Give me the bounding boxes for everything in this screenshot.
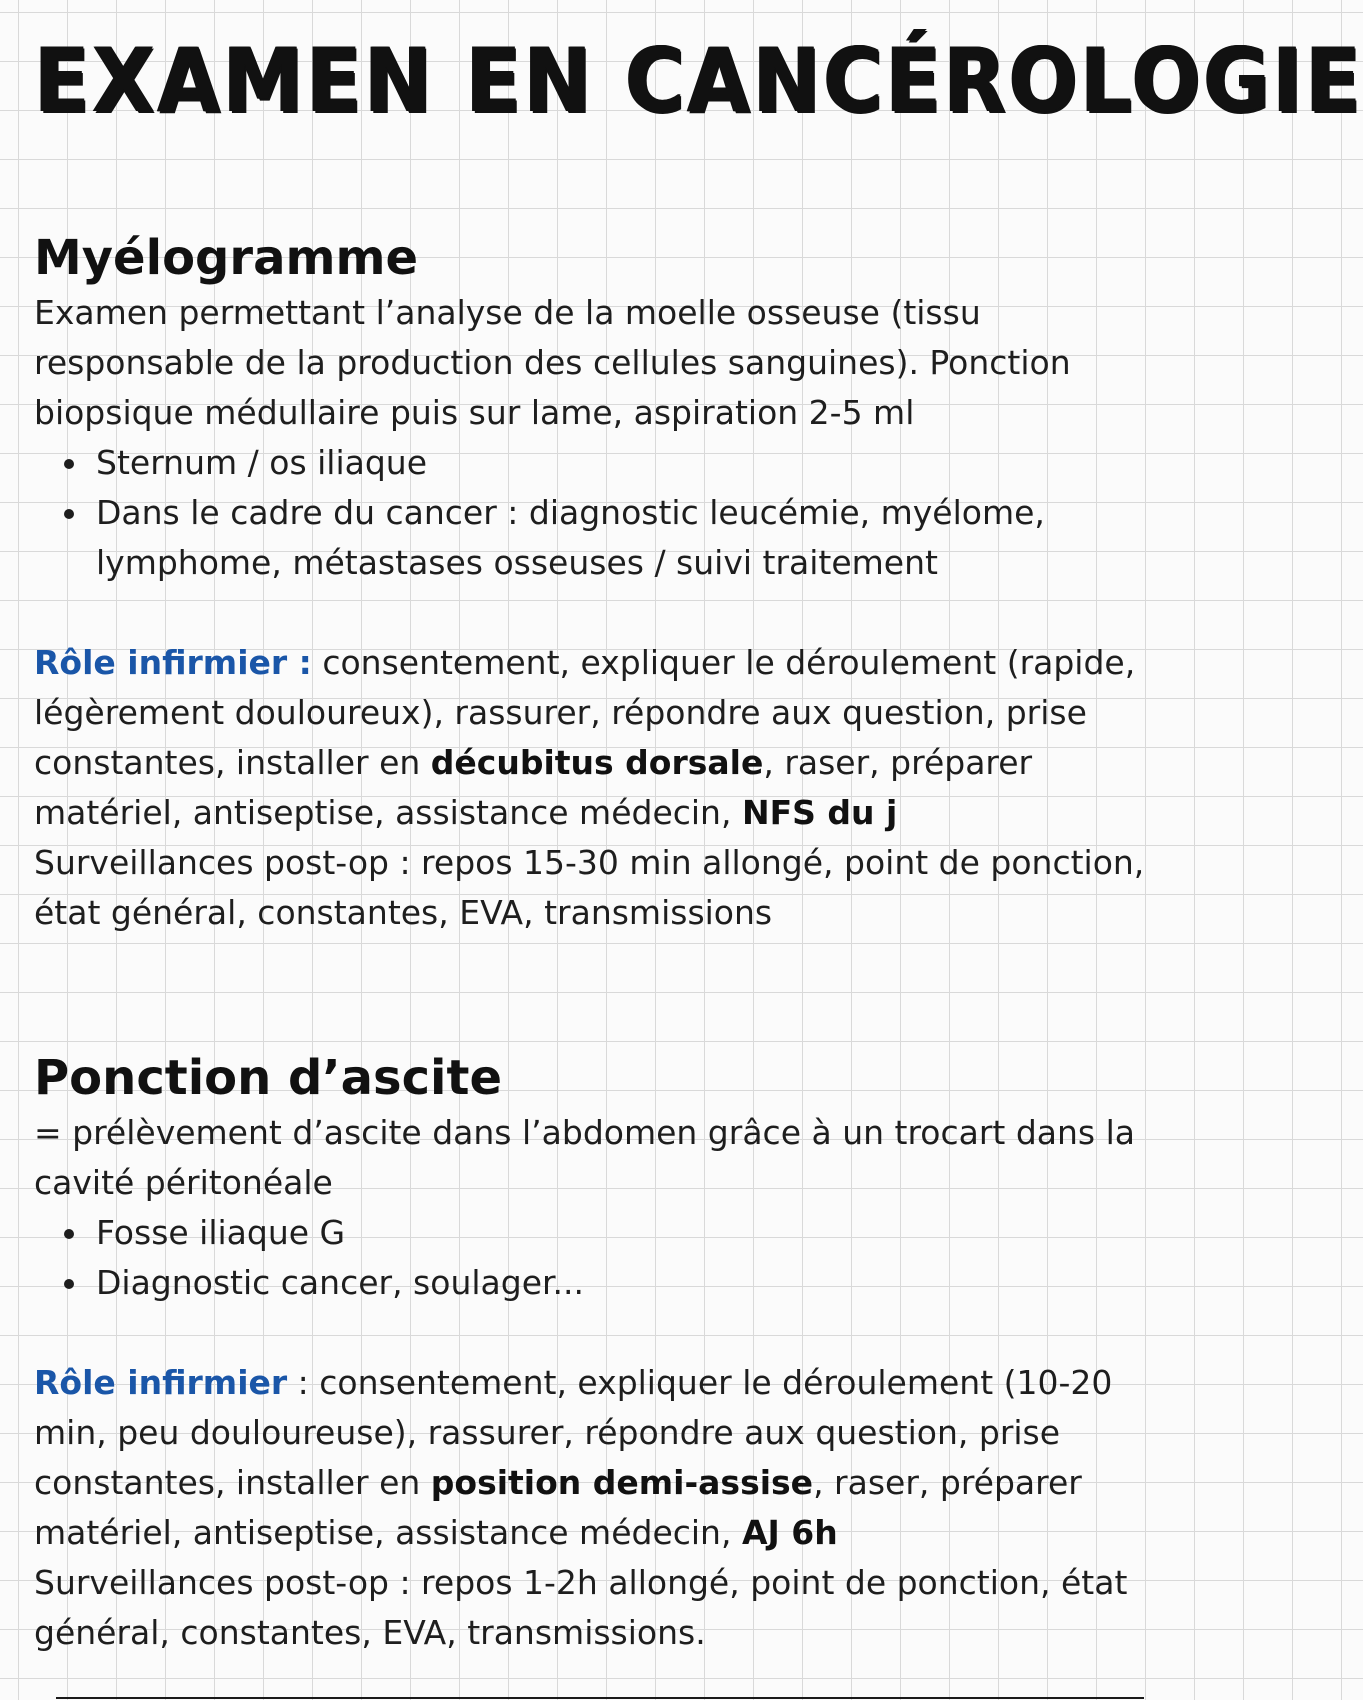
nursing-role-text: , raser, préparer matériel, antiseptise, assistance médecin, xyxy=(34,743,1033,832)
nursing-role-paragraph xyxy=(34,1358,1174,1558)
section-myelogramme xyxy=(34,228,1174,938)
section-ponction-ascite xyxy=(34,1048,1174,1658)
post-op-surveillance: Surveillances post-op : repos 15-30 min allongé, point de ponction, état général, constantes, EVA, transmissions xyxy=(34,843,1145,932)
section-heading: Ponction d’ascite xyxy=(34,1050,502,1106)
list-item: Diagnostic cancer, soulager... xyxy=(96,1258,1174,1308)
bottom-divider xyxy=(56,1697,1144,1699)
nursing-role-paragraph xyxy=(34,638,1174,838)
bullet-list xyxy=(34,1208,1174,1308)
list-item: Sternum / os iliaque xyxy=(96,438,1174,488)
patient-position: décubitus dorsale xyxy=(430,743,764,782)
nursing-role-label: Rôle infirmier xyxy=(34,1363,288,1402)
pre-exam-requirement: NFS du j xyxy=(741,793,898,832)
patient-position: position demi-assise xyxy=(430,1463,814,1502)
section-intro: = prélèvement d’ascite dans l’abdomen grâce à un trocart dans la cavité péritonéale xyxy=(34,1113,1136,1202)
list-item: Fosse iliaque G xyxy=(96,1208,1174,1258)
page-title: EXAMEN EN CANCÉROLOGIE xyxy=(34,29,1363,132)
nursing-role-label: Rôle infirmier : xyxy=(34,643,312,682)
nursing-role-text: : consentement, expliquer le déroulement (10-20 min, peu douloureuse), rassurer, répondre aux question, prise constantes, installer en xyxy=(34,1363,1113,1502)
section-heading: Myélogramme xyxy=(34,230,419,286)
pre-exam-requirement: AJ 6h xyxy=(741,1513,838,1552)
nursing-role-text: , raser, préparer matériel, antiseptise, assistance médecin, xyxy=(34,1463,1082,1552)
section-intro: Examen permettant l’analyse de la moelle osseuse (tissu responsable de la production des cellules sanguines). Ponction biopsique médullaire puis sur lame, aspiration 2-5 ml xyxy=(34,293,1071,432)
nursing-role-text: consentement, expliquer le déroulement (rapide, légèrement douloureux), rassurer, répondre aux question, prise constantes, installer en xyxy=(34,643,1136,782)
list-item: Dans le cadre du cancer : diagnostic leucémie, myélome, lymphome, métastases osseuses / suivi traitement xyxy=(96,488,1174,588)
post-op-surveillance: Surveillances post-op : repos 1-2h allongé, point de ponction, état général, constantes, EVA, transmissions. xyxy=(34,1563,1128,1652)
bullet-list xyxy=(34,438,1174,588)
